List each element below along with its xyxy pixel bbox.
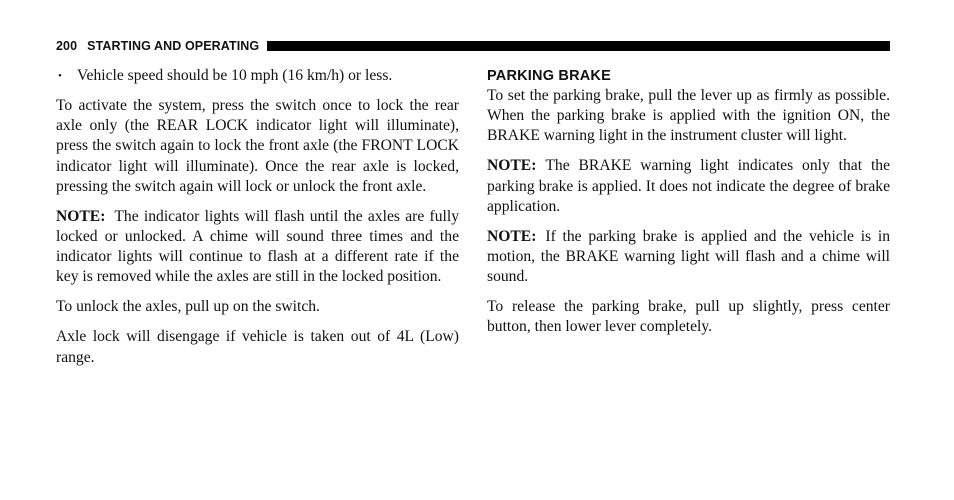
bullet-icon: • bbox=[58, 70, 62, 82]
note-paragraph bbox=[56, 207, 459, 288]
note-label-2: NOTE: bbox=[487, 227, 537, 245]
note-label: NOTE: bbox=[56, 207, 106, 225]
page-header bbox=[56, 38, 890, 54]
disengage-paragraph: Axle lock will disengage if vehicle is taken out of 4L (Low) range. bbox=[56, 328, 459, 366]
page-number: 200 bbox=[56, 39, 78, 53]
header-rule bbox=[267, 41, 890, 51]
section-title: STARTING AND OPERATING bbox=[87, 39, 260, 53]
note-text: The indicator lights will flash until the axles are fully locked or unlocked. A chime will sound three times and the indicator lights will continue to flash at a different rate if the key is removed while the axles are still in the locked position. bbox=[56, 207, 459, 286]
right-column bbox=[487, 66, 890, 347]
bullet-item bbox=[56, 66, 459, 86]
parking-brake-heading: PARKING BRAKE bbox=[487, 68, 611, 84]
note-paragraph-2 bbox=[487, 227, 890, 288]
bullet-text: Vehicle speed should be 10 mph (16 km/h) or less. bbox=[77, 67, 393, 84]
note-text-2: If the parking brake is applied and the vehicle is in motion, the BRAKE warning light will flash and a chime will sound. bbox=[487, 227, 890, 286]
unlock-paragraph: To unlock the axles, pull up on the switch. bbox=[56, 298, 320, 316]
note-paragraph-1 bbox=[487, 156, 890, 217]
left-column bbox=[56, 66, 459, 378]
note-text-1: The BRAKE warning light indicates only that the parking brake is applied. It does not indicate the degree of brake application. bbox=[487, 157, 890, 215]
set-brake-paragraph: To set the parking brake, pull the lever up as firmly as possible. When the parking brake is applied with the ignition ON, the BRAKE warning light in the instrument cluster will light. bbox=[487, 87, 890, 145]
release-brake-paragraph: To release the parking brake, pull up slightly, press center button, then lower lever completely. bbox=[487, 298, 890, 336]
note-label-1: NOTE: bbox=[487, 157, 537, 175]
activate-paragraph: To activate the system, press the switch once to lock the rear axle only (the REAR LOCK indicator light will illuminate), press the switch again to lock the front axle (the FRONT LOCK indicator light will illuminate). Once the rear axle is locked, pressing the switch again will lock or unlock the front axle. bbox=[56, 97, 459, 195]
